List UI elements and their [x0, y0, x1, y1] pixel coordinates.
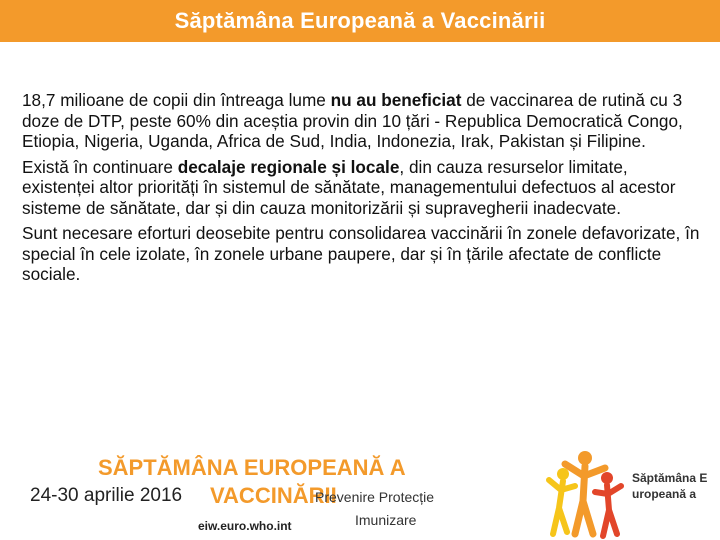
footer-headline-line1: SĂPTĂMÂNA EUROPEANĂ A	[98, 455, 406, 480]
figure-red	[595, 472, 621, 536]
paragraph-1: 18,7 milioane de copii din întreaga lume nu au beneficiat de vaccinarea de rutină cu 3 doze de DTP, peste 60% din aceștia provin din 10 țări - Republica Democratică Congo, Etiopia, Nigeria, Uganda, Africa de Sud, India, Indonezia, Irak, Pakistan și Filipine.	[22, 90, 683, 151]
footer-date: 24-30 aprilie 2016	[30, 485, 183, 506]
paragraph-3: Sunt necesare eforturi deosebite pentru consolidarea vaccinării în zonele defavorizate, în special în cele izolate, în zonele urbane paupere, dar și în țările afectate de conflicte sociale.	[22, 223, 700, 284]
figure-yellow	[549, 468, 575, 534]
body-text	[22, 90, 702, 290]
slide-title: Săptămâna Europeană a Vaccinării	[174, 8, 546, 33]
footer-url: eiw.euro.who.int	[198, 519, 292, 533]
vaccination-week-logo-icon	[545, 446, 625, 540]
footer-headline-line2: VACCINĂRII	[210, 483, 337, 508]
side-label: Săptămâna Europeană a	[632, 471, 708, 501]
title-bar	[0, 0, 720, 42]
footer-imunizare: Imunizare	[355, 512, 417, 528]
footer-tags: Prevenire Protecție	[315, 489, 435, 505]
paragraph-2: Există în continuare decalaje regionale și locale, din cauza resurselor limitate, existenței altor priorități în sistemul de sănătate, managementului defectuos al acestor sisteme de sănătate, dar și din cauza monitorizării și supravegherii inadecvate.	[22, 156, 676, 218]
